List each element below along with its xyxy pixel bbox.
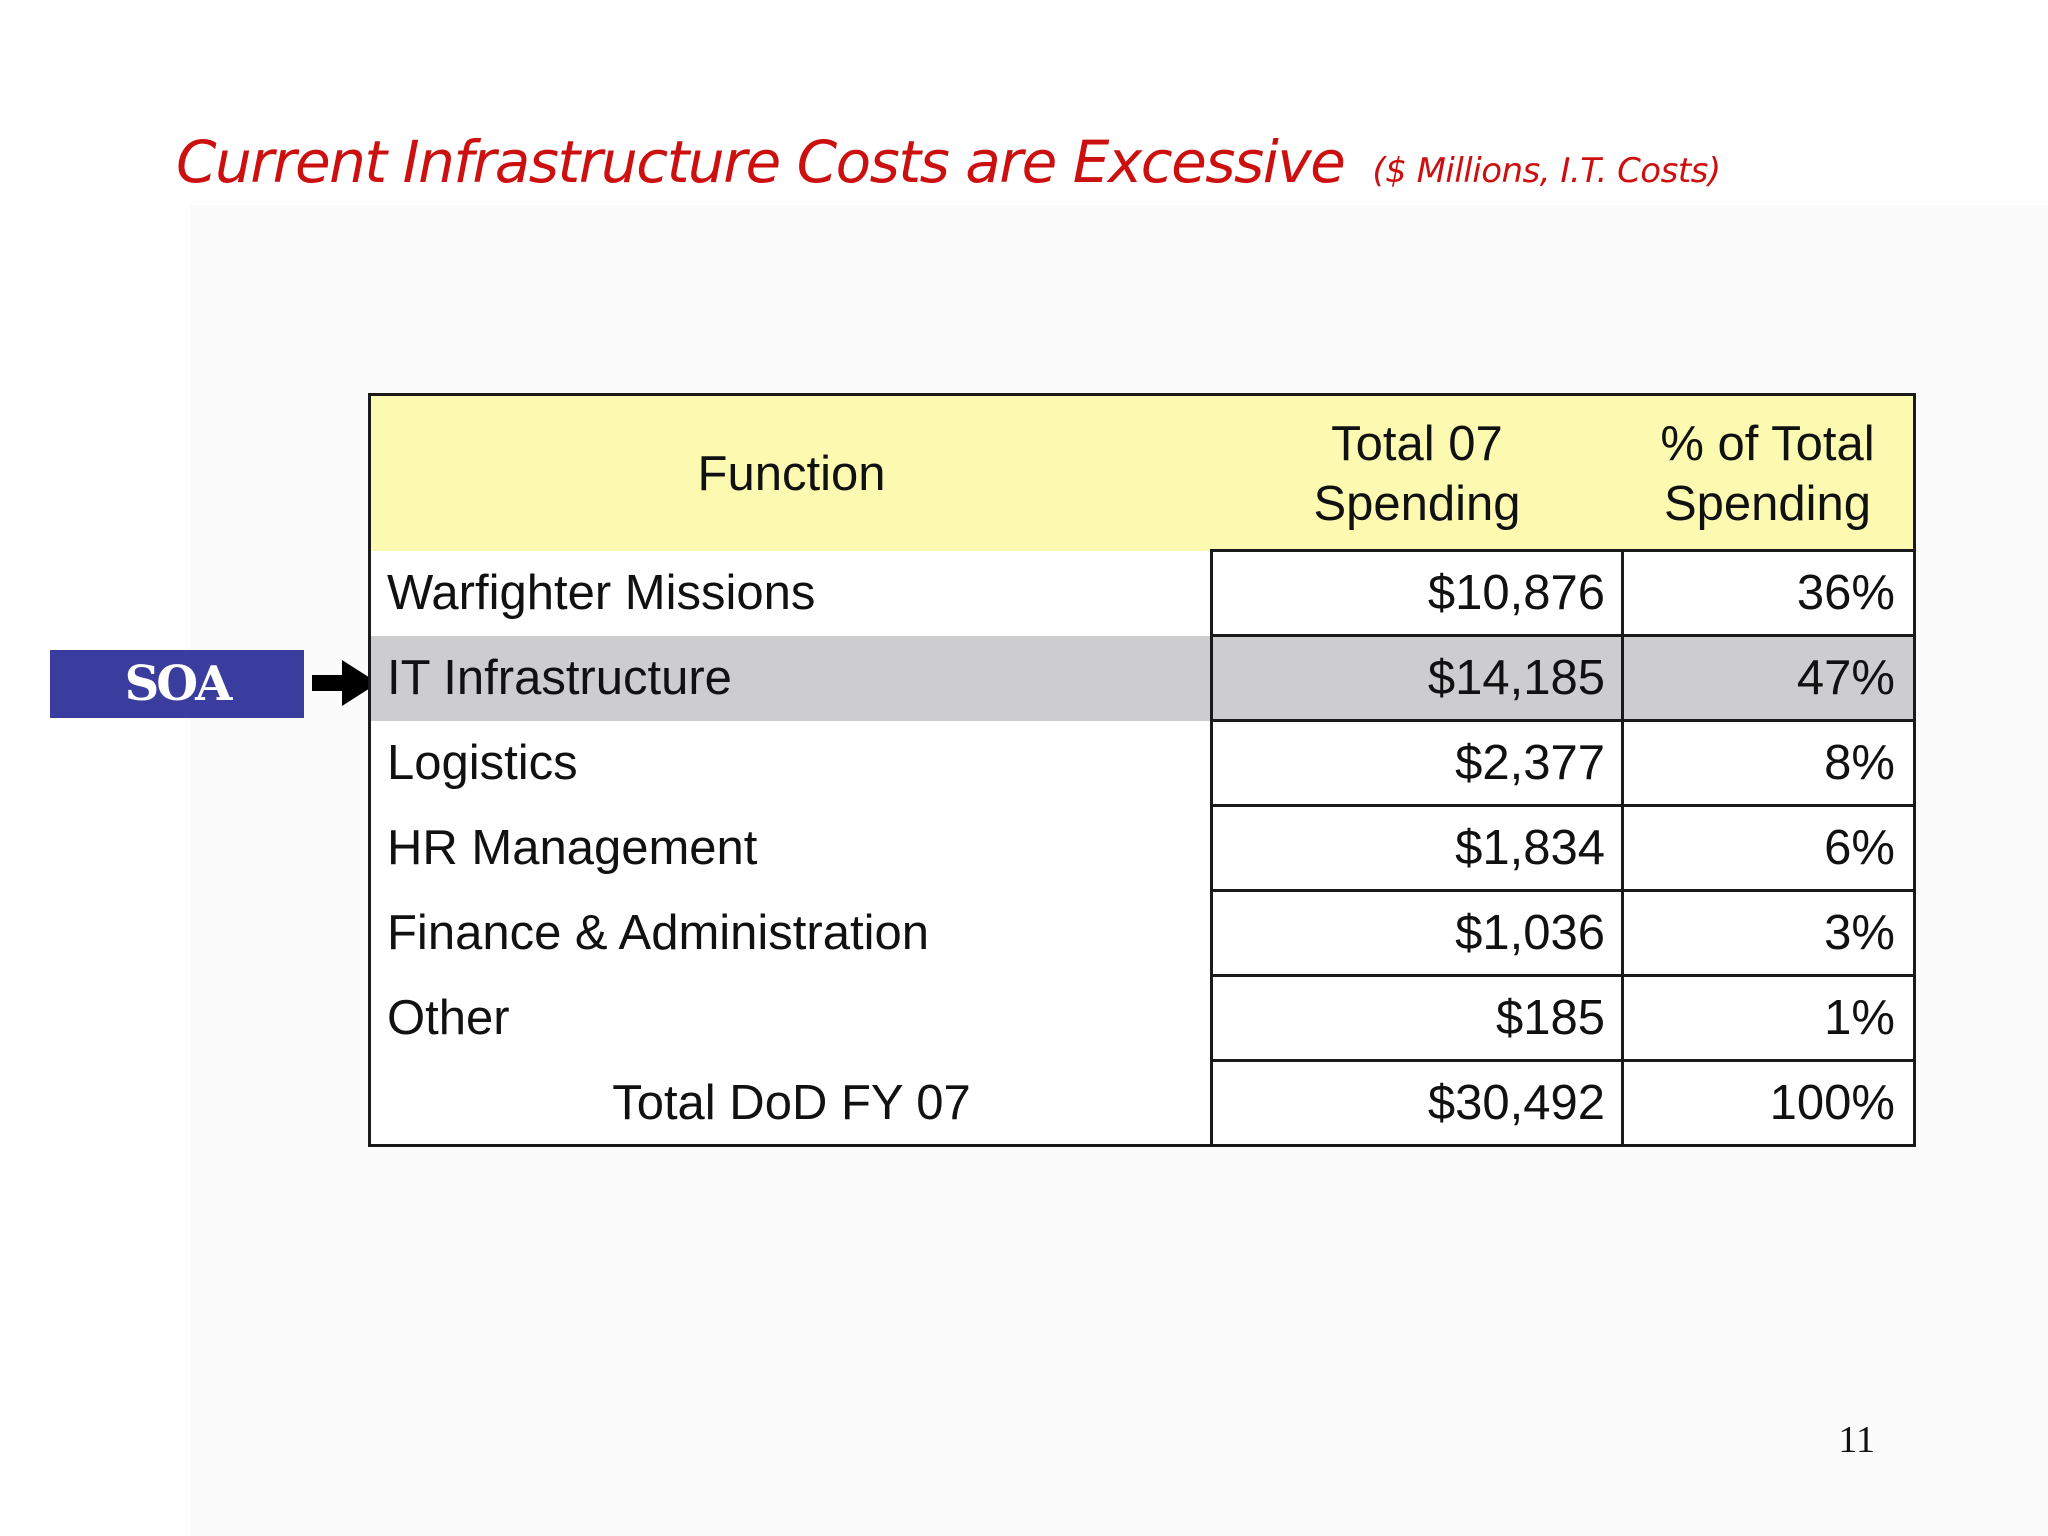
row-percent: 1% xyxy=(1824,991,1895,1045)
soa-badge-label: SOA xyxy=(124,656,230,712)
total-spending: $30,492 xyxy=(1427,1076,1605,1130)
row-percent: 36% xyxy=(1796,566,1895,620)
row-spending: $1,834 xyxy=(1455,821,1605,875)
row-function: HR Management xyxy=(387,821,758,875)
row-function: Finance & Administration xyxy=(387,906,929,960)
row-percent: 6% xyxy=(1824,821,1895,875)
table-divider xyxy=(1210,974,1913,977)
table-divider xyxy=(1210,804,1913,807)
table-row-highlighted xyxy=(371,636,1913,721)
soa-badge xyxy=(50,650,304,718)
row-function: IT Infrastructure xyxy=(387,651,732,705)
header-percent-spending: % of Total Spending xyxy=(1660,416,1875,531)
slide-title xyxy=(176,128,1721,196)
row-percent: 47% xyxy=(1796,651,1895,705)
row-percent: 3% xyxy=(1824,906,1895,960)
row-spending: $1,036 xyxy=(1455,906,1605,960)
row-function: Warfighter Missions xyxy=(387,566,816,620)
title-subtitle: ($ Millions, I.T. Costs) xyxy=(1372,151,1721,191)
table-divider xyxy=(1210,1059,1913,1062)
table-header xyxy=(371,396,1913,551)
total-label: Total DoD FY 07 xyxy=(612,1076,971,1130)
row-spending: $10,876 xyxy=(1427,566,1605,620)
row-spending: $185 xyxy=(1495,991,1605,1045)
cost-table xyxy=(368,393,1916,1147)
table-divider xyxy=(1210,549,1913,552)
row-percent: 8% xyxy=(1824,736,1895,790)
table-divider xyxy=(1210,889,1913,892)
row-spending: $2,377 xyxy=(1455,736,1605,790)
table-total-row xyxy=(371,1061,1913,1146)
table-row xyxy=(371,891,1913,976)
table-divider xyxy=(1621,549,1624,1144)
row-function: Logistics xyxy=(387,736,578,790)
page-number: 11 xyxy=(1838,1419,1875,1461)
table-row xyxy=(371,806,1913,891)
row-function: Other xyxy=(387,991,510,1045)
table-row xyxy=(371,721,1913,806)
table-divider xyxy=(1210,634,1913,637)
title-main: Current Infrastructure Costs are Excessive xyxy=(176,128,1345,196)
table-divider xyxy=(1210,549,1213,1144)
total-percent: 100% xyxy=(1769,1076,1895,1130)
table-divider xyxy=(1210,719,1913,722)
header-total-spending: Total 07 Spending xyxy=(1313,416,1521,531)
row-spending: $14,185 xyxy=(1427,651,1605,705)
header-function: Function xyxy=(697,446,886,501)
table-row xyxy=(371,976,1913,1061)
table-row xyxy=(371,551,1913,636)
